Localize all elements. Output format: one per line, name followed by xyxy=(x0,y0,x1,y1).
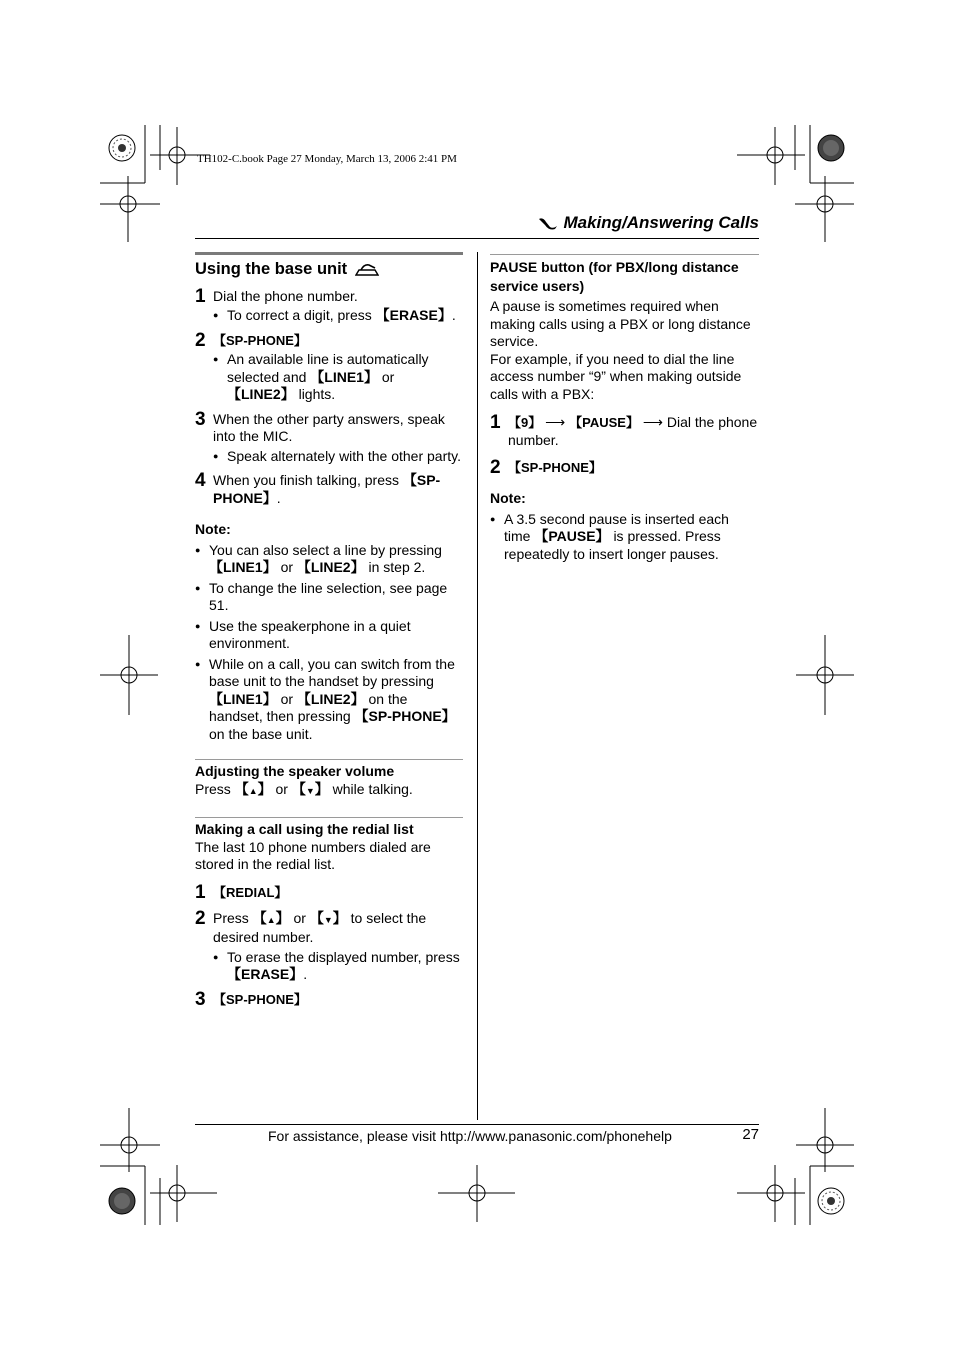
step-number: 2 xyxy=(195,907,206,929)
bullet-item: ● An available line is automatically selected and 【LINE1】 or 【LINE2】 lights. xyxy=(213,351,463,404)
base-unit-icon xyxy=(355,262,379,278)
redial-title: Making a call using the redial list xyxy=(195,817,463,839)
note-item: ● To change the line selection, see page 51. xyxy=(195,580,463,615)
key-line1: LINE1 xyxy=(223,690,263,707)
step-number: 3 xyxy=(195,988,206,1010)
step-number: 1 xyxy=(490,412,501,433)
key-line1: LINE1 xyxy=(324,368,364,385)
step-text: When the other party answers, speak into the MIC. xyxy=(213,410,445,444)
key-line2: LINE2 xyxy=(310,690,351,707)
note-text: on the handset, then pressing xyxy=(209,690,408,724)
up-arrow-icon: ▲ xyxy=(266,914,276,925)
key-sp-phone: SP-PHONE xyxy=(213,472,441,506)
step-number: 3 xyxy=(195,408,206,430)
text: Press xyxy=(213,909,249,926)
key-sp-phone: 【SP-PHONE】 xyxy=(213,332,307,348)
pause-title: PAUSE button (for PBX/long distance service users) xyxy=(490,254,759,296)
key-line2: LINE2 xyxy=(310,559,351,575)
pause-intro-1: A pause is sometimes required when making calls using a PBX or long distance service. xyxy=(490,298,751,349)
key-9: 9 xyxy=(521,415,529,430)
bullet-item: ● To correct a digit, press 【ERASE】. xyxy=(213,307,463,325)
down-arrow-icon: ▼ xyxy=(305,785,315,796)
section-title-text: Using the base unit xyxy=(195,260,348,278)
key-pause: PAUSE xyxy=(582,415,626,430)
step-text: Dial the phone number. xyxy=(213,287,358,304)
arrow-right-icon: ⟶ xyxy=(545,414,566,430)
key-line1: LINE1 xyxy=(223,559,263,575)
note-item: ● Use the speakerphone in a quiet environment. xyxy=(195,618,463,653)
key-line2: LINE2 xyxy=(241,386,281,402)
text: Press xyxy=(195,780,231,797)
left-column xyxy=(195,252,463,1010)
step-number: 4 xyxy=(195,470,206,491)
note-item: ● A 3.5 second pause is inserted each time 【PAUSE】 is pressed. Press repeatedly to insert longer pauses. xyxy=(490,511,759,564)
arrow-right-icon: ⟶ xyxy=(642,414,663,430)
up-arrow-icon: ▲ xyxy=(248,785,258,796)
key-redial: REDIAL xyxy=(226,884,275,900)
pause-step-1: 1 【9】 ⟶ 【PAUSE】 ⟶ Dial the phone number. xyxy=(490,412,758,448)
redial-intro: The last 10 phone numbers dialed are stored in the redial list. xyxy=(195,838,431,872)
key-label: SP-PHONE xyxy=(226,332,294,348)
header-rule xyxy=(195,238,759,239)
right-column xyxy=(490,254,759,563)
step-text: Dial the phone number. xyxy=(508,414,758,448)
key-erase: ERASE xyxy=(241,966,290,982)
footer-rule xyxy=(195,1124,759,1125)
step-3 xyxy=(195,410,463,466)
redial-step-1: 1 【REDIAL】 xyxy=(195,881,288,903)
bullet-item: ● To erase the displayed number, press 【ERASE】. xyxy=(213,949,463,984)
note-text: is pressed. Press repeatedly to insert longer pauses. xyxy=(504,528,721,562)
pause-step-2: 2 【SP-PHONE】 xyxy=(490,457,602,478)
step-number: 1 xyxy=(195,881,206,903)
step-number: 2 xyxy=(490,457,501,478)
text: or xyxy=(275,780,288,797)
redial-step-3: 3 【SP-PHONE】 xyxy=(195,988,307,1010)
volume-title: Adjusting the speaker volume xyxy=(195,759,463,781)
header-title-text: Making/Answering Calls xyxy=(563,213,759,232)
step-4: 4 When you finish talking, press 【SP-PHONE】. xyxy=(195,470,441,506)
down-arrow-icon: ▼ xyxy=(323,914,333,925)
footer-text: For assistance, please visit http://www.panasonic.com/phonehelp xyxy=(268,1128,672,1144)
column-divider xyxy=(477,252,478,1120)
note-item: ● You can also select a line by pressing 【LINE1】 or 【LINE2】 in step 2. xyxy=(195,542,463,577)
step-2 xyxy=(195,331,463,404)
header-title xyxy=(537,213,759,233)
step-number: 1 xyxy=(195,285,206,307)
text: while talking. xyxy=(332,780,413,797)
step-text: Press 【▲】 or 【▼】 to select the desired number. xyxy=(213,909,427,945)
note-text: While on a call, you can switch from the base unit to the handset by pressing xyxy=(209,655,455,689)
key-pause: PAUSE xyxy=(548,528,596,544)
page-number: 27 xyxy=(742,1126,759,1143)
note-label: Note: xyxy=(195,521,231,537)
step-text: When you finish talking, press xyxy=(213,472,399,488)
text: To erase the displayed number, press xyxy=(227,948,460,965)
note-item: ● While on a call, you can switch from the base unit to the handset by pressing 【LINE1】 or 【LINE2】 on the handset, then pressing 【SP-PHONE】 on the base unit. xyxy=(195,656,463,744)
key-sp-phone: SP-PHONE xyxy=(226,991,294,1007)
text: or xyxy=(293,909,306,926)
section-title xyxy=(195,252,463,279)
key-sp-phone: SP-PHONE xyxy=(368,708,442,724)
print-info: TH102-C.book Page 27 Monday, March 13, 2006 2:41 PM xyxy=(197,153,457,165)
note-text: on the base unit. xyxy=(209,725,313,742)
key-sp-phone: SP-PHONE xyxy=(521,460,589,475)
phone-handset-icon xyxy=(537,215,559,231)
step-number: 2 xyxy=(195,329,206,351)
note-text: You can also select a line by pressing xyxy=(209,541,442,558)
redial-step-2 xyxy=(195,909,463,984)
volume-text: Press 【▲】 or 【▼】 while talking. xyxy=(195,780,413,797)
note-text: in step 2. xyxy=(368,559,426,575)
key-erase: ERASE xyxy=(389,307,438,323)
note-label: Note: xyxy=(490,490,526,506)
bullet-item: ● Speak alternately with the other party. xyxy=(213,448,463,466)
text: to select the desired number. xyxy=(213,909,427,945)
step-1 xyxy=(195,287,463,325)
note-text: A 3.5 second pause is inserted each time xyxy=(504,510,729,544)
pause-intro-2: For example, if you need to dial the line access number “9” when making outside calls with a PBX: xyxy=(490,350,742,402)
